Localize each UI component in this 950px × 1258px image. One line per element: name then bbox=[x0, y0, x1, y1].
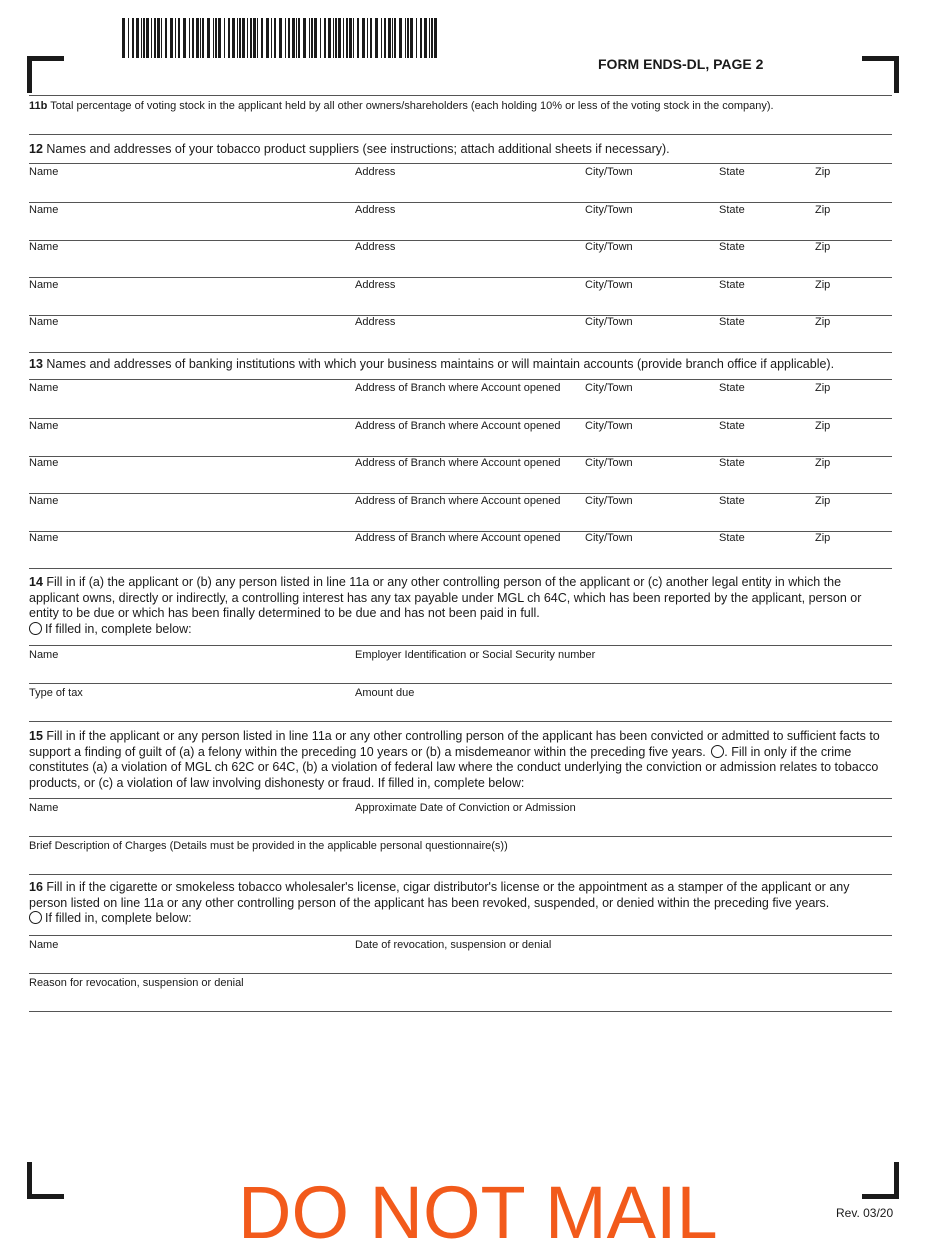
zip-label: Zip bbox=[815, 419, 831, 432]
line-15 bbox=[29, 729, 891, 791]
line-16-fill-in-circle[interactable] bbox=[29, 911, 42, 924]
city-label: City/Town bbox=[585, 532, 633, 544]
zip-label: Zip bbox=[815, 532, 831, 544]
name-label: Name bbox=[29, 316, 59, 328]
zip-label: Zip bbox=[815, 241, 831, 253]
amount-due-label: Amount due bbox=[355, 687, 415, 699]
city-label: City/Town bbox=[585, 494, 633, 507]
name-label: Name bbox=[29, 166, 59, 178]
table-row[interactable] bbox=[29, 418, 892, 457]
registration-mark-bottom-right bbox=[862, 1162, 899, 1199]
table-row[interactable] bbox=[29, 530, 892, 569]
conviction-date-label: Approximate Date of Conviction or Admission bbox=[355, 802, 576, 814]
barcode bbox=[122, 18, 437, 58]
city-label: City/Town bbox=[585, 241, 633, 253]
address-label: Address of Branch where Account opened bbox=[355, 382, 561, 394]
do-not-mail-watermark: DO NOT MAIL bbox=[238, 1171, 718, 1254]
name-label: Name bbox=[29, 532, 59, 544]
address-label: Address bbox=[355, 316, 396, 328]
zip-label: Zip bbox=[815, 316, 831, 328]
line-11b-answer-line[interactable] bbox=[29, 134, 892, 135]
zip-label: Zip bbox=[815, 166, 831, 178]
line-12 bbox=[29, 142, 891, 158]
name-label: Name bbox=[29, 939, 59, 951]
line-15-row-1[interactable] bbox=[29, 799, 892, 837]
line-number: 14 bbox=[29, 575, 43, 589]
ein-label: Employer Identification or Social Security number bbox=[355, 649, 596, 661]
table-row[interactable] bbox=[29, 380, 892, 419]
line-14 bbox=[29, 575, 891, 637]
name-label: Name bbox=[29, 241, 59, 253]
line-number: 12 bbox=[29, 142, 43, 156]
city-label: City/Town bbox=[585, 166, 633, 178]
type-of-tax-label: Type of tax bbox=[29, 687, 83, 699]
table-row[interactable] bbox=[29, 239, 892, 278]
zip-label: Zip bbox=[815, 278, 831, 291]
revocation-date-label: Date of revocation, suspension or denial bbox=[355, 939, 552, 951]
city-label: City/Town bbox=[585, 382, 633, 394]
city-label: City/Town bbox=[585, 203, 633, 216]
state-label: State bbox=[719, 203, 745, 216]
line-13-text: Names and addresses of banking institutions with which your business maintains or will maintain accounts (provide branch office if applicable). bbox=[46, 357, 835, 371]
line-11b bbox=[29, 99, 891, 113]
state-label: State bbox=[719, 316, 745, 328]
line-16-row-2[interactable] bbox=[29, 974, 892, 1012]
line-16 bbox=[29, 880, 891, 927]
revocation-reason-label: Reason for revocation, suspension or denial bbox=[29, 977, 244, 989]
line-11b-text: Total percentage of voting stock in the applicant held by all other owners/shareholders (each holding 10% or less of the voting stock in the company). bbox=[50, 100, 774, 112]
line-14-row-2[interactable] bbox=[29, 684, 892, 722]
state-label: State bbox=[719, 457, 745, 469]
line-number: 15 bbox=[29, 729, 43, 743]
city-label: City/Town bbox=[585, 316, 633, 328]
zip-label: Zip bbox=[815, 203, 831, 216]
address-label: Address of Branch where Account opened bbox=[355, 494, 561, 507]
name-label: Name bbox=[29, 278, 59, 291]
table-row[interactable] bbox=[29, 202, 892, 241]
line-number: 16 bbox=[29, 880, 43, 894]
name-label: Name bbox=[29, 457, 59, 469]
address-label: Address bbox=[355, 241, 396, 253]
name-label: Name bbox=[29, 203, 59, 216]
address-label: Address bbox=[355, 203, 396, 216]
registration-mark-top-right bbox=[862, 56, 899, 93]
state-label: State bbox=[719, 382, 745, 394]
line-number: 13 bbox=[29, 357, 43, 371]
address-label: Address of Branch where Account opened bbox=[355, 457, 561, 469]
address-label: Address bbox=[355, 166, 396, 178]
state-label: State bbox=[719, 241, 745, 253]
address-label: Address of Branch where Account opened bbox=[355, 532, 561, 544]
table-row[interactable] bbox=[29, 314, 892, 353]
form-title: FORM ENDS-DL, PAGE 2 bbox=[598, 56, 764, 72]
line-15-row-2[interactable] bbox=[29, 837, 892, 875]
state-label: State bbox=[719, 278, 745, 291]
registration-mark-top-left bbox=[27, 56, 64, 93]
zip-label: Zip bbox=[815, 457, 831, 469]
divider bbox=[29, 95, 892, 96]
charges-description-label: Brief Description of Charges (Details must be provided in the applicable personal questionnaire(s)) bbox=[29, 840, 508, 852]
line-16-checkbox-label: If filled in, complete below: bbox=[45, 911, 192, 925]
zip-label: Zip bbox=[815, 382, 831, 394]
name-label: Name bbox=[29, 649, 59, 661]
line-13 bbox=[29, 357, 891, 373]
line-14-row-1[interactable] bbox=[29, 646, 892, 684]
city-label: City/Town bbox=[585, 419, 633, 432]
line-12-text: Names and addresses of your tobacco product suppliers (see instructions; attach additional sheets if necessary). bbox=[46, 142, 670, 156]
line-15-fill-in-circle[interactable] bbox=[711, 745, 724, 758]
line-14-text: Fill in if (a) the applicant or (b) any person listed in line 11a or any other controlling person of the applicant or (c) another legal entity in which the applicant owns, directly or indirectly, a controlling interest has any tax payable under MGL ch 64C, which has been reported by the applicant, person or entity to be due or which has been finally determined to be due and has not been paid in full. bbox=[29, 575, 862, 620]
line-15-text-after: . Fill in only if the crime constitutes (a) a violation of MGL ch 62C or 64C, (b) a violation of federal law where the conduct underlying the conviction or admission relates to tobacco products, or (c) a violation of law involving dishonesty or fraud. If filled in, complete below: bbox=[29, 744, 879, 790]
state-label: State bbox=[719, 419, 745, 432]
address-label: Address bbox=[355, 278, 396, 291]
name-label: Name bbox=[29, 494, 59, 507]
zip-label: Zip bbox=[815, 494, 831, 507]
city-label: City/Town bbox=[585, 457, 633, 469]
line-15-text-before: Fill in if the applicant or any person listed in line 11a or any other controlling person of the applicant has been convicted or admitted to sufficient facts to support a finding of guilt of (a) a felony within the preceding 10 years or (b) a misdemeanor within the preceding five years. bbox=[29, 729, 880, 759]
table-row[interactable] bbox=[29, 455, 892, 494]
state-label: State bbox=[719, 494, 745, 507]
line-14-checkbox-label: If filled in, complete below: bbox=[45, 621, 192, 636]
table-row[interactable] bbox=[29, 277, 892, 316]
city-label: City/Town bbox=[585, 278, 633, 291]
name-label: Name bbox=[29, 382, 59, 394]
registration-mark-bottom-left bbox=[27, 1162, 64, 1199]
revision-date: Rev. 03/20 bbox=[836, 1206, 894, 1220]
line-number: 11b bbox=[29, 100, 48, 112]
name-label: Name bbox=[29, 419, 59, 432]
table-row[interactable] bbox=[29, 493, 892, 532]
line-14-fill-in-circle[interactable] bbox=[29, 622, 42, 635]
line-16-text: Fill in if the cigarette or smokeless tobacco wholesaler's license, cigar distributor's license or the appointment as a stamper of the applicant or any person listed on line 11a or any other controlling person of the applicant has been revoked, suspended, or denied within the preceding five years. bbox=[29, 880, 850, 910]
line-16-row-1[interactable] bbox=[29, 936, 892, 974]
address-label: Address of Branch where Account opened bbox=[355, 419, 561, 432]
table-row[interactable] bbox=[29, 164, 892, 203]
state-label: State bbox=[719, 166, 745, 178]
name-label: Name bbox=[29, 802, 59, 814]
state-label: State bbox=[719, 532, 745, 544]
